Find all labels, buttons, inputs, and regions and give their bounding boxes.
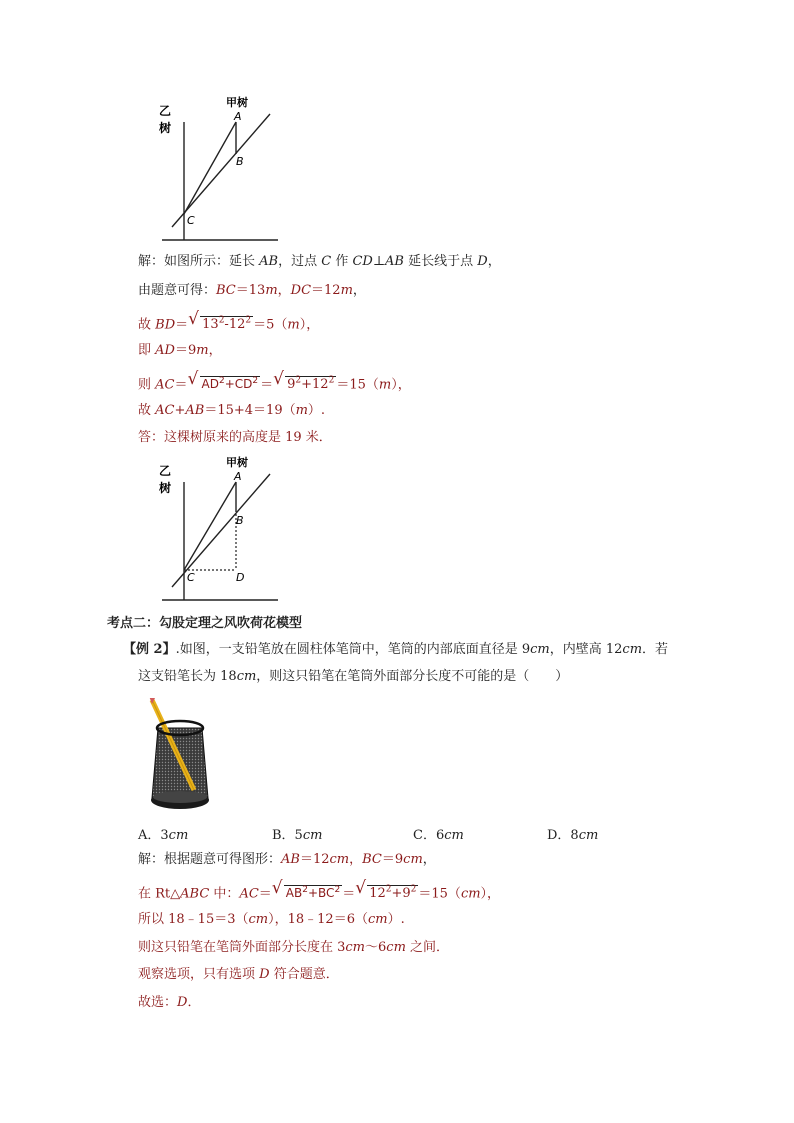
figure-1-tree-diagram (150, 92, 280, 244)
label-c: C (187, 571, 195, 584)
label-yi: 乙 (159, 464, 172, 478)
sqrt-12-9: √ $12^2+9^2$ (355, 878, 417, 902)
label-shu: 树 (159, 481, 172, 495)
example2-line1: 【例 2】.如图，一支铅笔放在圆柱体笔筒中，笔筒的内部底面直径是 9cm，内壁高 12cm．若 (123, 642, 669, 657)
solution2-line6: 故选：D． (138, 995, 201, 1010)
figure-2-tree-diagram (150, 452, 280, 604)
solution1-line3: 故 BD＝ √ $13^2-12^2 =5(m)$， (138, 311, 319, 335)
option-a[interactable]: A．3cm (138, 828, 189, 843)
segment-ca (184, 122, 236, 214)
option-b[interactable]: B．5cm (272, 828, 323, 843)
sqrt-9-12: √ $9^2+12^2$ (273, 369, 335, 393)
example2-line2: 这支铅笔长为 18cm，则这只铅笔在笔筒外面部分长度不可能的是（ ） (138, 669, 569, 684)
label-jia-shu: 甲树 (226, 456, 248, 469)
solution1-line1: 解：如图所示：延长 AB，过点 C 作 CD⊥AB 延长线于点 D， (138, 254, 501, 269)
label-a: A (234, 470, 242, 483)
solution2-line3: 所以 18﹣15＝3（cm），18﹣12＝6（cm）. (138, 912, 405, 927)
label-shu: 树 (159, 121, 172, 135)
sqrt-13-12: √ $13^2-12^2$ (188, 309, 252, 333)
option-d[interactable]: D．8cm (547, 828, 599, 843)
solution1-answer: 答：这棵树原来的高度是 19 米． (138, 430, 332, 445)
label-c: C (187, 214, 195, 227)
sqrt-ad-cd: √ $AD^2+CD^2$ (187, 369, 259, 392)
label-b: B (236, 514, 244, 527)
label-a: A (234, 110, 242, 123)
pencil-cup-image (140, 698, 220, 816)
solution2-line4: 则这只铅笔在笔筒外面部分长度在 3cm～6cm 之间． (138, 940, 450, 955)
solution2-line5: 观察选项，只有选项 D 符合题意． (138, 967, 339, 982)
section-heading: 考点二：勾股定理之风吹荷花模型 (107, 616, 303, 631)
solution2-line2: 在 Rt△ABC 中：AC＝ √ $AB^2+BC^2$ ＝ √ $12^2+9^2 =15(cm)$， (138, 880, 500, 904)
solution1-line4: 即 AD＝9m， (138, 343, 222, 358)
solution1-line5: 则 AC＝ √ $AD^2+CD^2$ ＝ √ $9^2+12^2 =15(m)$， (138, 371, 411, 395)
option-c[interactable]: C．6cm (413, 828, 464, 843)
label-b: B (236, 155, 244, 168)
label-d: D (236, 571, 245, 584)
sqrt-ab-bc: √ $AB^2+BC^2$ (271, 878, 341, 901)
solution1-line2: 由题意可得：BC＝13m，DC＝12m， (138, 283, 366, 298)
label-yi: 乙 (159, 104, 172, 118)
solution2-line1: 解：根据题意可得图形：AB＝12cm，BC＝9cm， (138, 852, 436, 867)
segment-ca (184, 482, 236, 570)
solution1-line6: 故 AC+AB＝15+4＝19（m）. (138, 403, 326, 418)
label-jia-shu: 甲树 (226, 96, 248, 109)
